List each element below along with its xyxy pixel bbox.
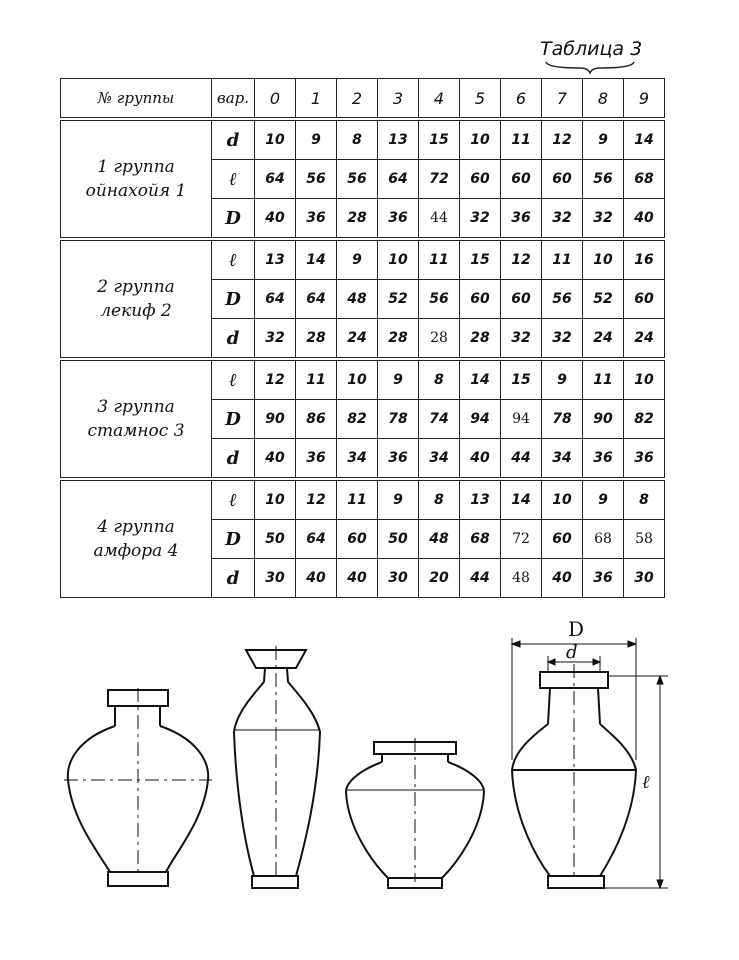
column-header: 4 [419,79,460,120]
header-row [61,79,665,120]
group-label [61,239,212,359]
value-cell: 9 [378,359,419,400]
value-cell: 58 [624,520,665,559]
column-header: 9 [624,79,665,120]
value-cell: 28 [378,319,419,360]
value-cell: 48 [419,520,460,559]
variant-header: вар. [212,79,255,120]
value-cell: 10 [255,119,296,160]
value-cell: 40 [296,559,337,598]
value-cell: 56 [337,160,378,199]
value-cell: 82 [624,400,665,439]
value-cell: 15 [460,239,501,280]
value-cell: 74 [419,400,460,439]
value-cell: 10 [378,239,419,280]
group-number: 4 группа [97,517,175,537]
value-cell: 8 [419,359,460,400]
amphora-drawing [512,638,668,888]
value-cell: 28 [337,199,378,240]
value-cell: 8 [419,479,460,520]
value-cell: 40 [255,199,296,240]
value-cell: 82 [337,400,378,439]
value-cell: 44 [501,439,542,480]
table-row [61,359,665,400]
value-cell: 32 [542,319,583,360]
value-cell: 16 [624,239,665,280]
value-cell: 15 [419,119,460,160]
value-cell: 50 [255,520,296,559]
value-cell: 40 [460,439,501,480]
group-vessel-name: ойнахойя 1 [85,181,187,201]
value-cell: 44 [419,199,460,240]
column-header: 2 [337,79,378,120]
value-cell: 32 [460,199,501,240]
value-cell: 56 [542,280,583,319]
value-cell: 40 [337,559,378,598]
value-cell: 28 [419,319,460,360]
column-header: 8 [583,79,624,120]
value-cell: 34 [337,439,378,480]
group-label [61,119,212,239]
value-cell: 11 [419,239,460,280]
title-brace [540,58,640,74]
value-cell: 10 [337,359,378,400]
value-cell: 11 [583,359,624,400]
value-cell: 13 [378,119,419,160]
group-number: 2 группа [97,277,175,297]
oinochoe-drawing [64,688,212,886]
column-header: 7 [542,79,583,120]
table-title: Таблица 3 [540,38,643,60]
value-cell: 36 [583,439,624,480]
value-cell: 12 [501,239,542,280]
value-cell: 10 [255,479,296,520]
parameter-cell: D [212,280,255,319]
value-cell: 68 [624,160,665,199]
value-cell: 11 [296,359,337,400]
table-row [61,239,665,280]
value-cell: 10 [583,239,624,280]
value-cell: 24 [624,319,665,360]
value-cell: 13 [460,479,501,520]
value-cell: 72 [501,520,542,559]
value-cell: 28 [296,319,337,360]
value-cell: 50 [378,520,419,559]
value-cell: 10 [542,479,583,520]
value-cell: 40 [624,199,665,240]
value-cell: 60 [337,520,378,559]
value-cell: 9 [378,479,419,520]
value-cell: 14 [460,359,501,400]
group-vessel-name: лекиф 2 [100,301,172,321]
value-cell: 10 [460,119,501,160]
value-cell: 34 [419,439,460,480]
parameter-cell: ℓ [212,160,255,199]
value-cell: 30 [378,559,419,598]
value-cell: 64 [255,280,296,319]
value-cell: 8 [624,479,665,520]
value-cell: 10 [624,359,665,400]
value-cell: 9 [542,359,583,400]
lekythos-drawing [234,646,320,888]
dimension-label-d: d [566,642,578,663]
value-cell: 90 [255,400,296,439]
value-cell: 90 [583,400,624,439]
table-row [61,119,665,160]
value-cell: 36 [583,559,624,598]
group-vessel-name: стамнос 3 [87,421,185,441]
value-cell: 13 [255,239,296,280]
value-cell: 24 [337,319,378,360]
group-header: № группы [61,79,212,120]
value-cell: 36 [296,199,337,240]
group-label [61,359,212,479]
column-header: 3 [378,79,419,120]
value-cell: 36 [378,199,419,240]
value-cell: 36 [296,439,337,480]
parameter-cell: d [212,319,255,360]
group-number: 1 группа [97,157,175,177]
value-cell: 40 [542,559,583,598]
parameter-cell: d [212,119,255,160]
column-header: 1 [296,79,337,120]
value-cell: 44 [460,559,501,598]
value-cell: 11 [501,119,542,160]
value-cell: 68 [460,520,501,559]
value-cell: 32 [542,199,583,240]
value-cell: 94 [460,400,501,439]
value-cell: 52 [583,280,624,319]
value-cell: 14 [501,479,542,520]
value-cell: 36 [501,199,542,240]
parameter-cell: d [212,559,255,598]
value-cell: 60 [542,160,583,199]
value-cell: 60 [460,280,501,319]
parameter-cell: d [212,439,255,480]
value-cell: 30 [624,559,665,598]
value-cell: 14 [296,239,337,280]
value-cell: 64 [296,280,337,319]
parameter-cell: D [212,400,255,439]
parameter-cell: ℓ [212,359,255,400]
dimension-label-l: ℓ [642,772,650,793]
value-cell: 60 [501,160,542,199]
parameter-cell: D [212,199,255,240]
value-cell: 64 [378,160,419,199]
value-cell: 56 [583,160,624,199]
value-cell: 8 [337,119,378,160]
column-header: 6 [501,79,542,120]
value-cell: 52 [378,280,419,319]
value-cell: 12 [296,479,337,520]
value-cell: 12 [542,119,583,160]
value-cell: 48 [337,280,378,319]
group-label [61,479,212,598]
value-cell: 94 [501,400,542,439]
table-row [61,479,665,520]
value-cell: 28 [460,319,501,360]
column-header: 0 [255,79,296,120]
value-cell: 11 [542,239,583,280]
value-cell: 32 [583,199,624,240]
value-cell: 9 [583,479,624,520]
parameter-cell: ℓ [212,479,255,520]
value-cell: 60 [624,280,665,319]
value-cell: 48 [501,559,542,598]
parameter-cell: D [212,520,255,559]
value-cell: 68 [583,520,624,559]
value-cell: 78 [378,400,419,439]
value-cell: 34 [542,439,583,480]
value-cell: 86 [296,400,337,439]
value-cell: 12 [255,359,296,400]
value-cell: 11 [337,479,378,520]
value-cell: 15 [501,359,542,400]
value-cell: 60 [460,160,501,199]
value-cell: 32 [501,319,542,360]
value-cell: 36 [378,439,419,480]
value-cell: 60 [501,280,542,319]
value-cell: 72 [419,160,460,199]
value-cell: 64 [296,520,337,559]
value-cell: 56 [419,280,460,319]
value-cell: 32 [255,319,296,360]
parameter-cell: ℓ [212,239,255,280]
stamnos-drawing [346,738,484,888]
dimension-label-D: D [568,620,585,641]
vase-drawings [0,620,739,955]
value-cell: 56 [296,160,337,199]
value-cell: 9 [296,119,337,160]
value-cell: 64 [255,160,296,199]
value-cell: 24 [583,319,624,360]
column-header: 5 [460,79,501,120]
value-cell: 36 [624,439,665,480]
group-vessel-name: амфора 4 [93,541,179,561]
data-table [60,78,665,598]
group-number: 3 группа [97,397,175,417]
value-cell: 9 [583,119,624,160]
value-cell: 9 [337,239,378,280]
value-cell: 20 [419,559,460,598]
value-cell: 40 [255,439,296,480]
value-cell: 30 [255,559,296,598]
value-cell: 14 [624,119,665,160]
value-cell: 60 [542,520,583,559]
value-cell: 78 [542,400,583,439]
